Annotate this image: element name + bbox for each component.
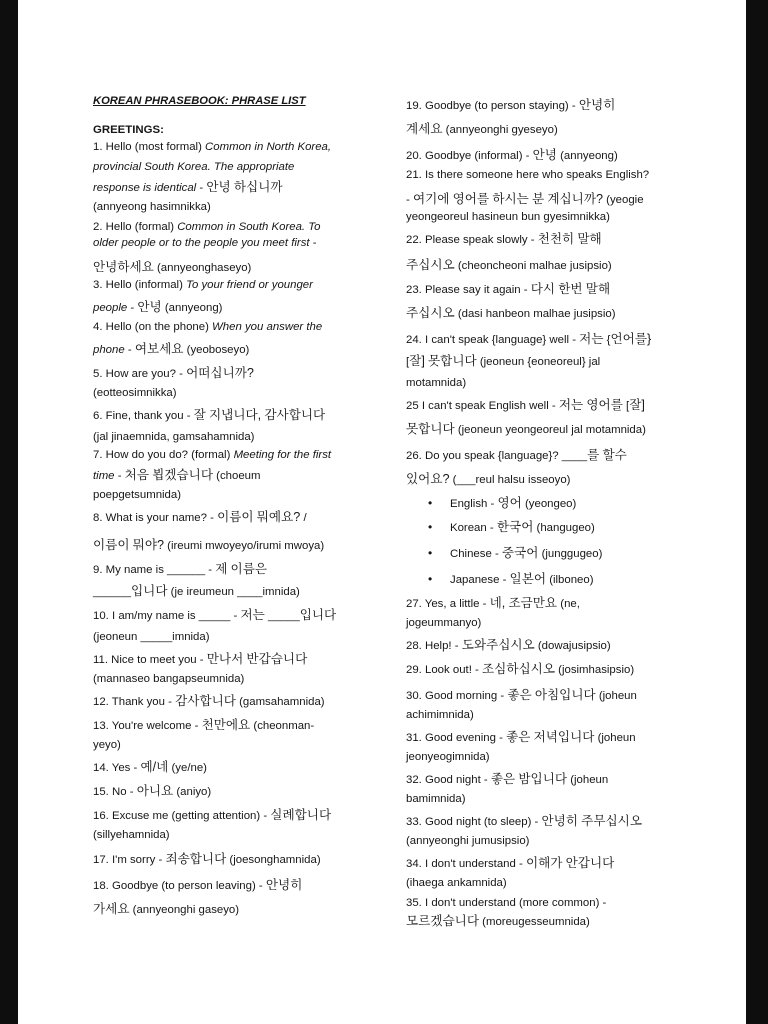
bullet-item: • Korean - 한국어 (hangugeo)	[450, 520, 595, 536]
text-line: response is identical - 안녕 하십니까	[93, 180, 283, 194]
text-line: older people or to the people you meet first -	[93, 237, 317, 249]
text-line: 7. How do you do? (formal) Meeting for the first	[93, 449, 332, 461]
text-line: 8. What is your name? - 이름이 뭐예요? /	[93, 510, 307, 524]
text-line: 32. Good night - 좋은 밤입니다 (joheun	[406, 772, 609, 786]
text-line: achimimnida)	[406, 709, 474, 721]
text-line: 27. Yes, a little - 네, 조금만요 (ne,	[406, 596, 580, 610]
text-line: jeonyeogimnida)	[406, 751, 490, 763]
text-line: 17. I'm sorry - 죄송합니다 (joesonghamnida)	[93, 852, 321, 866]
text-line: 20. Goodbye (informal) - 안녕 (annyeong)	[406, 148, 618, 162]
text-line: 18. Goodbye (to person leaving) - 안녕히	[93, 878, 303, 892]
text-line: 주십시오 (cheoncheoni malhae jusipsio)	[406, 258, 612, 272]
text-line: 10. I am/my name is _____ - 저는 _____입니다	[93, 608, 337, 622]
text-line: 29. Look out! - 조심하십시오 (josimhasipsio)	[406, 662, 635, 676]
text-line: jogeummanyo)	[406, 617, 482, 629]
text-line: motamnida)	[406, 377, 467, 389]
text-line: 16. Excuse me (getting attention) - 실례합니다	[93, 808, 332, 822]
text-line: 28. Help! - 도와주십시오 (dowajusipsio)	[406, 638, 611, 652]
text-line: 모르겠습니다 (moreugesseumnida)	[406, 914, 590, 928]
text-line: (ihaega ankamnida)	[406, 877, 507, 889]
text-line: 24. I can't speak {language} well - 저는 {언어를}	[406, 332, 652, 346]
text-line: (jeoneun _____imnida)	[93, 631, 210, 643]
bullet-item: • Japanese - 일본어 (ilboneo)	[450, 572, 594, 588]
text-line: yeyo)	[93, 739, 121, 751]
page-title: KOREAN PHRASEBOOK: PHRASE LIST	[93, 95, 306, 107]
document-page	[18, 0, 746, 1024]
text-line: 2. Hello (formal) Common in South Korea. To	[93, 221, 321, 233]
text-line: 가세요 (annyeonghi gaseyo)	[93, 902, 240, 916]
text-line: 계세요 (annyeonghi gyeseyo)	[406, 122, 558, 136]
text-line: (annyeonghi jumusipsio)	[406, 835, 530, 847]
text-line: (jal jinaemnida, gamsahamnida)	[93, 431, 255, 443]
text-line: 30. Good morning - 좋은 아침입니다 (joheun	[406, 688, 637, 702]
text-line: 11. Nice to meet you - 만나서 반갑습니다	[93, 652, 308, 666]
text-line: (mannaseo bangapseumnida)	[93, 673, 245, 685]
text-line: 34. I don't understand - 이해가 안갑니다	[406, 856, 615, 870]
text-line: poepgetsumnida)	[93, 489, 182, 501]
text-line: 13. You're welcome - 천만에요 (cheonman-	[93, 718, 315, 732]
text-line: 26. Do you speak {language}? ____를 할수	[406, 448, 627, 462]
text-line: 3. Hello (informal) To your friend or younger	[93, 279, 313, 291]
text-line: provincial South Korea. The appropriate	[93, 161, 295, 173]
text-line: 12. Thank you - 감사합니다 (gamsahamnida)	[93, 694, 325, 708]
text-line: phone - 여보세요 (yeoboseyo)	[93, 342, 250, 356]
text-line: 주십시오 (dasi hanbeon malhae jusipsio)	[406, 306, 616, 320]
text-line: - 여기에 영어를 하시는 분 계십니까? (yeogie	[406, 192, 644, 206]
text-line: (eotteosimnikka)	[93, 387, 177, 399]
text-line: 23. Please say it again - 다시 한번 말해	[406, 282, 611, 296]
text-line: 14. Yes - 예/네 (ye/ne)	[93, 760, 207, 774]
text-line: people - 안녕 (annyeong)	[93, 300, 223, 314]
bullet-item: • Chinese - 중국어 (junggugeo)	[450, 546, 602, 562]
text-line: 19. Goodbye (to person staying) - 안녕히	[406, 98, 616, 112]
text-line: 6. Fine, thank you - 잘 지냅니다, 감사합니다	[93, 408, 326, 422]
text-line: 9. My name is ______ - 제 이름은	[93, 562, 268, 576]
text-line: time - 처음 뵙겠습니다 (choeum	[93, 468, 261, 482]
text-line: ______입니다 (je ireumeun ____imnida)	[93, 584, 300, 598]
text-line: 4. Hello (on the phone) When you answer the	[93, 321, 323, 333]
text-line: 못합니다 (jeoneun yeongeoreul jal motamnida)	[406, 422, 646, 436]
text-line: 안녕하세요 (annyeonghaseyo)	[93, 260, 252, 274]
text-line: (sillyehamnida)	[93, 829, 170, 841]
text-line: 15. No - 아니요 (aniyo)	[93, 784, 212, 798]
text-line: 21. Is there someone here who speaks English?	[406, 169, 650, 181]
text-line: 이름이 뭐야? (ireumi mwoyeyo/irumi mwoya)	[93, 538, 325, 552]
text-line: 31. Good evening - 좋은 저녁입니다 (joheun	[406, 730, 636, 744]
text-line: yeongeoreul hasineun bun gyesimnikka)	[406, 211, 610, 223]
text-line: 5. How are you? - 어떠십니까?	[93, 366, 254, 380]
text-line: 1. Hello (most formal) Common in North Korea,	[93, 141, 332, 153]
bullet-item: • English - 영어 (yeongeo)	[450, 496, 576, 512]
text-line: 33. Good night (to sleep) - 안녕히 주무십시오	[406, 814, 642, 828]
text-line: 22. Please speak slowly - 천천히 말해	[406, 232, 602, 246]
section-heading: GREETINGS:	[93, 124, 164, 136]
text-line: 35. I don't understand (more common) -	[406, 897, 607, 909]
text-line: 있어요? (___reul halsu isseoyo)	[406, 472, 571, 486]
text-line: (annyeong hasimnikka)	[93, 201, 211, 213]
text-line: 25 I can't speak English well - 저는 영어를 [잘]	[406, 398, 645, 412]
text-line: bamimnida)	[406, 793, 466, 805]
text-line: [잘] 못합니다 (jeoneun {eoneoreul} jal	[406, 354, 601, 368]
